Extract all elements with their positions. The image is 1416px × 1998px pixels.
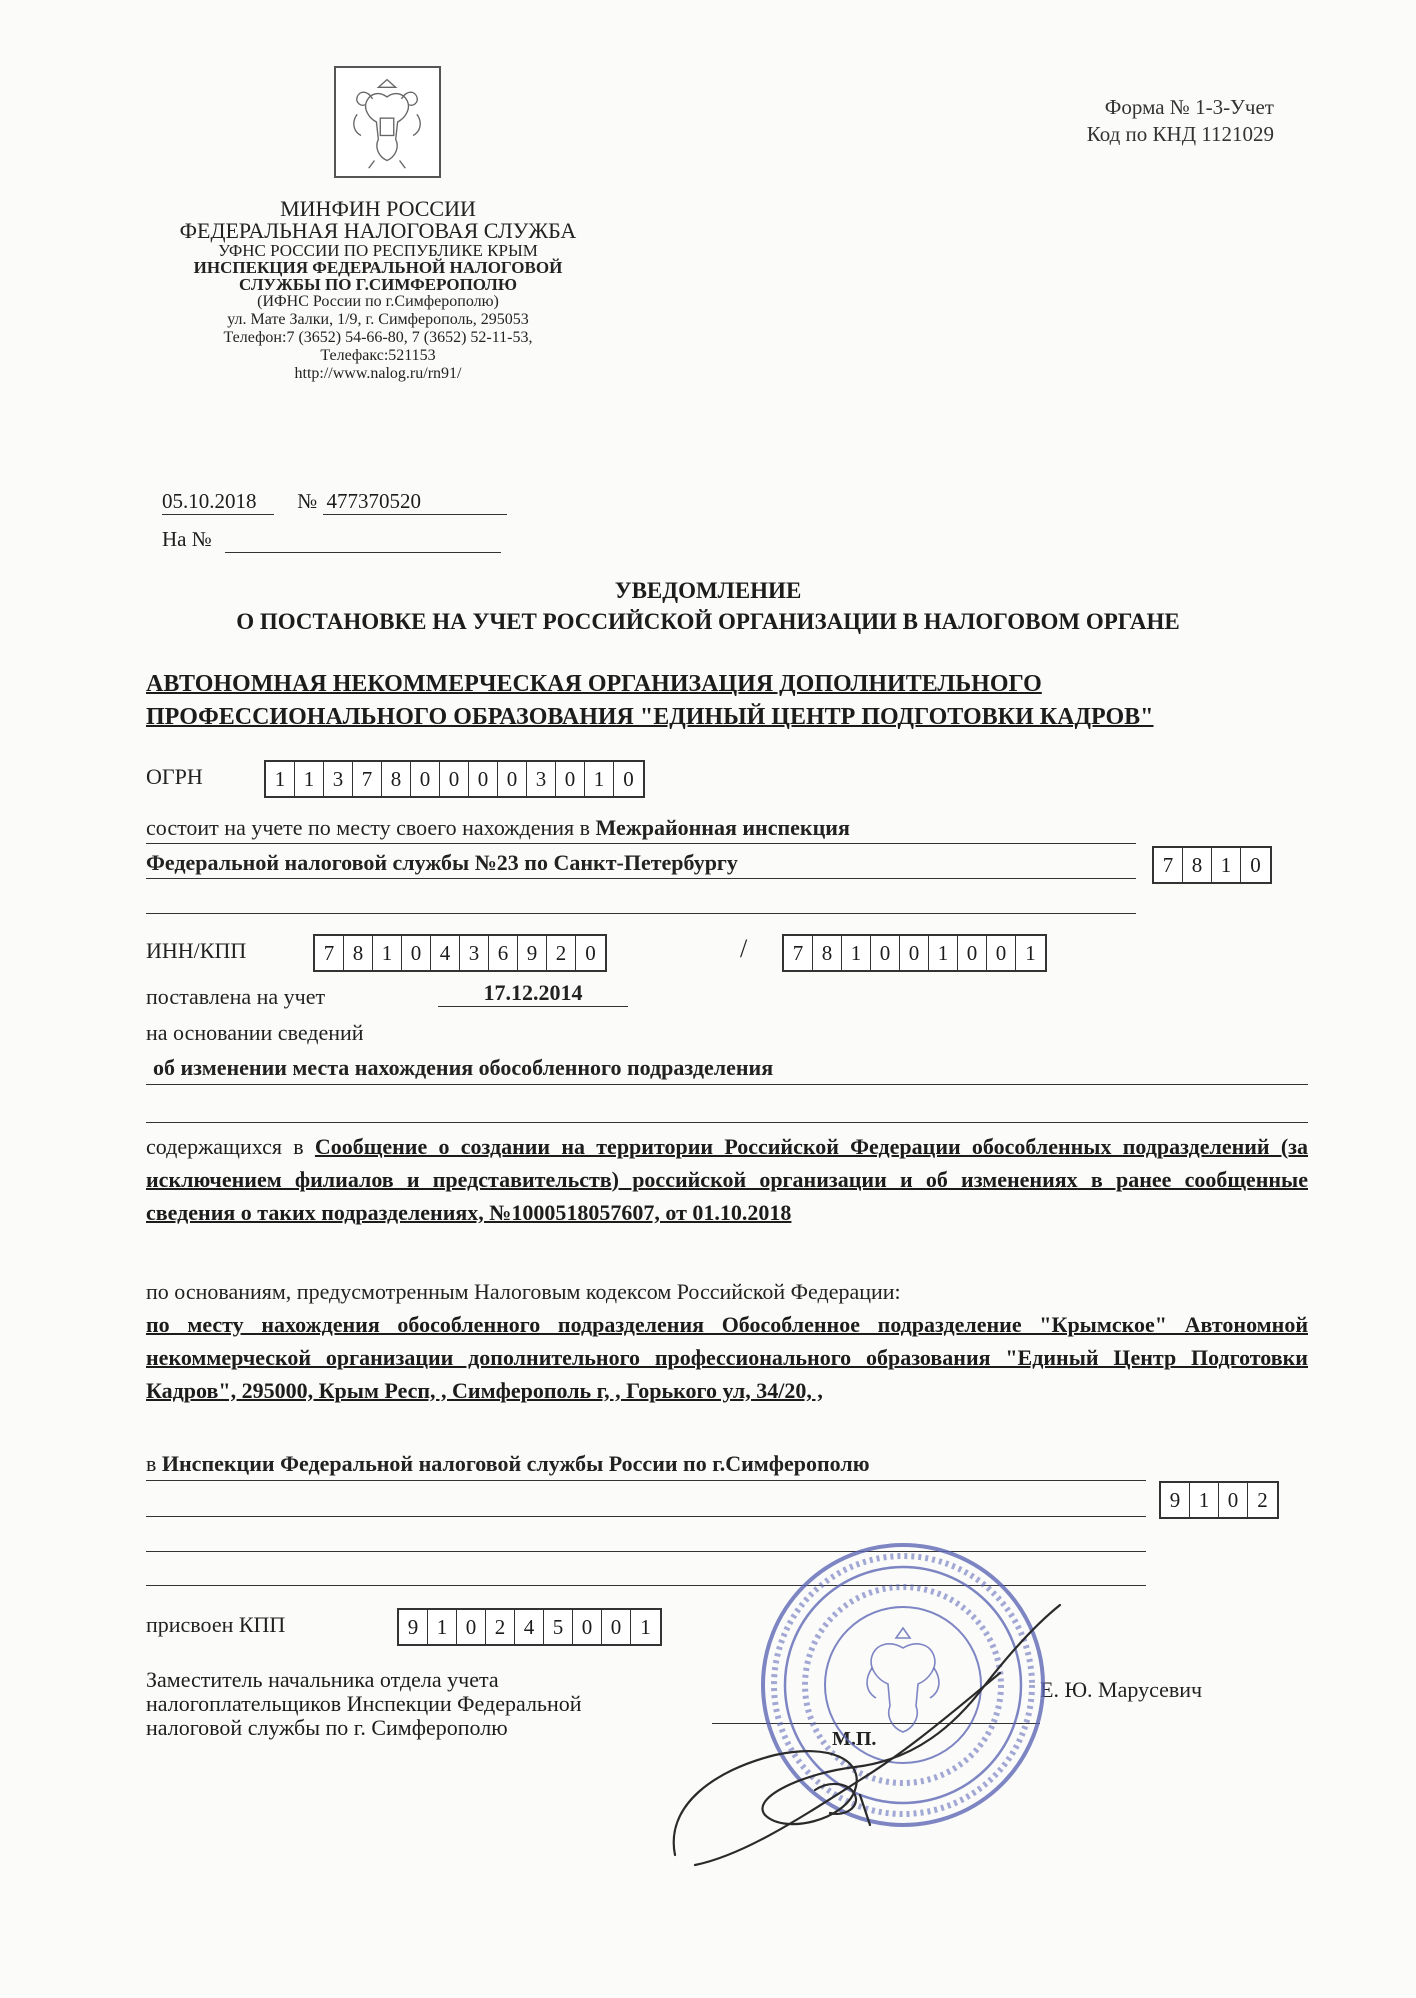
contained-text: Сообщение о создании на территории Российской Федерации обособленных подразделений (за исключением филиалов и представительств) российской организации и об изменениях в ранее сообщенные сведения о таких подразделениях, №1000518057607, от 01.10.2018: [146, 1134, 1309, 1225]
document-date: 05.10.2018: [162, 489, 274, 515]
issuer-phone: Телефон:7 (3652) 54-66-80, 7 (3652) 52-11-53,: [223, 329, 533, 346]
digit-cell: 1: [428, 1610, 457, 1644]
digit-cell: 3: [527, 762, 556, 796]
digit-cell: 1: [295, 762, 324, 796]
handwritten-signature: [655, 1555, 1135, 1885]
digit-cell: 8: [813, 936, 842, 970]
seal-mark-label: М.П.: [832, 1728, 877, 1750]
organization-name-line-2: ПРОФЕССИОНАЛЬНОГО ОБРАЗОВАНИЯ "ЕДИНЫЙ ЦЕНТР ПОДГОТОВКИ КАДРОВ": [146, 704, 1154, 730]
issuer-inspection-2: СЛУЖБЫ ПО Г.СИМФЕРОПОЛЮ: [238, 275, 517, 294]
digit-cell: 3: [324, 762, 353, 796]
registered-prefix: состоит на учете по месту своего нахождения в: [146, 815, 591, 840]
digit-cell: 0: [623, 766, 634, 791]
number-label: №: [297, 489, 318, 513]
double-headed-eagle-icon: [336, 68, 439, 176]
contained-paragraph: [146, 1130, 1308, 1229]
digit-cell: 2: [1257, 1487, 1268, 1512]
digit-cell: 0: [958, 936, 987, 970]
inn-cells: [313, 934, 607, 972]
grounds-paragraph: [146, 1308, 1308, 1407]
digit-cell: 0: [1250, 852, 1261, 877]
digit-cell: 1: [1025, 940, 1036, 965]
document-date-number: [162, 489, 507, 515]
signature-scribble-icon: [655, 1555, 1135, 1885]
issuer-ministry: МИНФИН РОССИИ: [280, 196, 476, 221]
document-title: УВЕДОМЛЕНИЕ: [614, 578, 802, 603]
inn-kpp-label: ИНН/КПП: [146, 938, 247, 963]
digit-cell: 0: [457, 1610, 486, 1644]
knd-code: Код по КНД 1121029: [1086, 122, 1274, 146]
signer-position-1: Заместитель начальника отдела учета: [146, 1667, 499, 1692]
digit-cell: 8: [382, 762, 411, 796]
registration-label: поставлена на учет: [146, 984, 326, 1009]
registration-date: 17.12.2014: [438, 980, 628, 1007]
contained-prefix: содержащихся в: [146, 1134, 304, 1159]
rule-line: [146, 1480, 1146, 1481]
digit-cell: 0: [871, 936, 900, 970]
digit-cell: 0: [602, 1610, 631, 1644]
registered-authority-1: Межрайонная инспекция: [595, 815, 850, 840]
digit-cell: 7: [784, 936, 813, 970]
digit-cell: 7: [1154, 848, 1183, 882]
digit-cell: 7: [353, 762, 382, 796]
digit-cell: 1: [929, 936, 958, 970]
rule-line: [146, 1516, 1146, 1517]
assigned-kpp-label: присвоен КПП: [146, 1612, 286, 1637]
digit-cell: 0: [585, 940, 596, 965]
issuer-regional: УФНС РОССИИ ПО РЕСПУБЛИКЕ КРЫМ: [218, 241, 538, 260]
digit-cell: 0: [402, 936, 431, 970]
digit-cell: 1: [373, 936, 402, 970]
digit-cell: 8: [1183, 848, 1212, 882]
digit-cell: 0: [900, 936, 929, 970]
digit-cell: 4: [431, 936, 460, 970]
digit-cell: 9: [399, 1610, 428, 1644]
grounds-text: по месту нахождения обособленного подразделения Обособленное подразделение "Крымское" Автономной некоммерческой организации дополнительного профессионального образования "Единый Центр Подготовки Кадров", 295000, Крым Респ, , Симферополь г, , Горького ул, 34/20, ,: [146, 1312, 1308, 1403]
digit-cell: 7: [315, 936, 344, 970]
ogrn-cells: [264, 760, 645, 798]
registered-authority-2: Федеральной налоговой службы №23 по Санкт-Петербургу: [146, 850, 738, 875]
digit-cell: 0: [411, 762, 440, 796]
reply-label: На №: [162, 527, 212, 551]
digit-cell: 0: [1219, 1483, 1248, 1517]
issuer-address: ул. Мате Залки, 1/9, г. Симферополь, 295053: [227, 311, 529, 328]
issuer-fax: Телефакс:521153: [320, 347, 436, 364]
rule-line: [146, 1122, 1308, 1123]
inspection-prefix: в: [146, 1451, 157, 1476]
digit-cell: 0: [987, 936, 1016, 970]
reply-number-blank: [225, 527, 501, 553]
digit-cell: 9: [518, 936, 547, 970]
digit-cell: 1: [1212, 848, 1241, 882]
digit-cell: 1: [640, 1614, 651, 1639]
rule-line: [146, 843, 1136, 844]
grounds-label: по основаниям, предусмотренным Налоговым кодексом Российской Федерации:: [146, 1279, 901, 1304]
issuer-block: [140, 198, 616, 383]
signer-position-2: налогоплательщиков Инспекции Федеральной: [146, 1691, 582, 1716]
digit-cell: 4: [515, 1610, 544, 1644]
rule-line: [146, 913, 1136, 914]
digit-cell: 2: [547, 936, 576, 970]
document-number: 477370520: [323, 489, 507, 515]
inspection-code-cells: [1159, 1481, 1279, 1519]
digit-cell: 1: [266, 762, 295, 796]
inn-kpp-separator: /: [740, 934, 748, 963]
basis-text: об изменении места нахождения обособленного подразделения: [153, 1055, 774, 1080]
coat-of-arms-emblem: [334, 66, 441, 178]
digit-cell: 3: [460, 936, 489, 970]
digit-cell: 0: [440, 762, 469, 796]
form-info: [1087, 94, 1274, 148]
organization-name-line-1: АВТОНОМНАЯ НЕКОММЕРЧЕСКАЯ ОРГАНИЗАЦИЯ ДОПОЛНИТЕЛЬНОГО: [146, 671, 1042, 697]
rule-line: [146, 878, 1136, 879]
signer-position: [146, 1668, 582, 1740]
inspection-name: Инспекции Федеральной налоговой службы России по г.Симферополю: [161, 1451, 870, 1476]
digit-cell: 0: [556, 762, 585, 796]
issuer-website: http://www.nalog.ru/rn91/: [294, 365, 462, 382]
digit-cell: 1: [842, 936, 871, 970]
digit-cell: 9: [1161, 1483, 1190, 1517]
organization-name: [146, 668, 1306, 734]
issuer-short-name: (ИФНС России по г.Симферополю): [257, 293, 499, 310]
digit-cell: 0: [573, 1610, 602, 1644]
document-subtitle: О ПОСТАНОВКЕ НА УЧЕТ РОССИЙСКОЙ ОРГАНИЗАЦИИ В НАЛОГОВОМ ОРГАНЕ: [236, 609, 1180, 634]
rule-line: [146, 1084, 1308, 1085]
issuer-service: ФЕДЕРАЛЬНАЯ НАЛОГОВАЯ СЛУЖБА: [179, 218, 577, 243]
digit-cell: 2: [486, 1610, 515, 1644]
registered-authority-code-cells: [1152, 846, 1272, 884]
kpp-cells: [782, 934, 1047, 972]
digit-cell: 8: [344, 936, 373, 970]
digit-cell: 6: [489, 936, 518, 970]
inspection-line: [146, 1451, 870, 1477]
registered-line: [146, 815, 850, 841]
issuer-inspection-1: ИНСПЕКЦИЯ ФЕДЕРАЛЬНОЙ НАЛОГОВОЙ: [193, 258, 563, 277]
digit-cell: 1: [1190, 1483, 1219, 1517]
digit-cell: 0: [498, 762, 527, 796]
signer-name: Е. Ю. Марусевич: [1040, 1677, 1203, 1702]
reply-to-line: [162, 527, 501, 553]
assigned-kpp-cells: [397, 1608, 662, 1646]
form-number: Форма № 1-3-Учет: [1104, 95, 1274, 119]
basis-label: на основании сведений: [146, 1020, 364, 1045]
digit-cell: 1: [585, 762, 614, 796]
ogrn-label: ОГРН: [146, 764, 203, 789]
digit-cell: 5: [544, 1610, 573, 1644]
digit-cell: 0: [469, 762, 498, 796]
signer-position-3: налоговой службы по г. Симферополю: [146, 1715, 508, 1740]
